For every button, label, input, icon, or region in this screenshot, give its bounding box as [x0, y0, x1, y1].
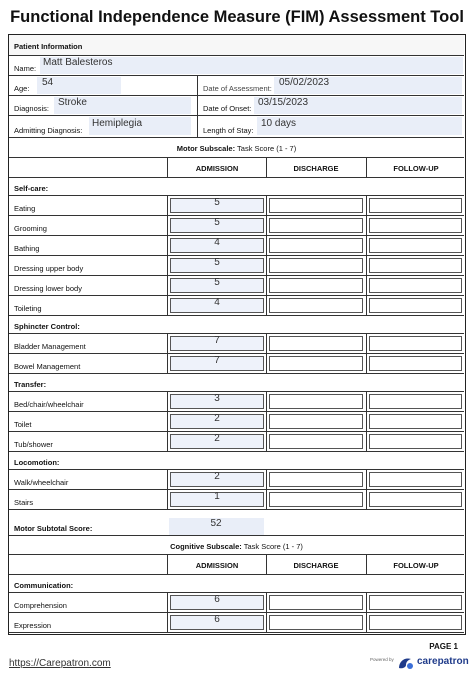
column-divider: [167, 354, 168, 373]
admission-score: 7: [214, 335, 220, 346]
column-divider: [266, 216, 267, 235]
column-divider: [366, 276, 367, 295]
column-divider: [366, 470, 367, 489]
table-row: [9, 276, 464, 296]
follow-up-field[interactable]: [369, 472, 462, 487]
item-label: Grooming: [14, 224, 47, 233]
admitting-value: Hemiplegia: [92, 118, 143, 129]
name-label: Name:: [14, 64, 37, 73]
table-row: [9, 412, 464, 432]
column-divider: [266, 276, 267, 295]
cognitive-heading-bold: Cognitive Subscale:: [170, 542, 242, 551]
discharge-field[interactable]: [269, 258, 363, 273]
cognitive-column-headers: [9, 555, 464, 575]
name-row: [9, 56, 464, 76]
admission-score: 5: [214, 257, 220, 268]
column-divider: [366, 392, 367, 411]
carepatron-brand-text: carepatron: [417, 656, 469, 667]
column-divider: [167, 392, 168, 411]
column-divider: [167, 412, 168, 431]
motor-heading-bold: Motor Subscale:: [176, 144, 236, 153]
cognitive-subscale-header: [9, 536, 464, 555]
column-divider: [266, 593, 267, 612]
los-value: 10 days: [261, 118, 297, 129]
table-row: [9, 392, 464, 412]
doa-label: Date of Assessment:: [203, 84, 272, 93]
cognitive-col-discharge: DISCHARGE: [293, 561, 339, 570]
admission-score: 5: [214, 217, 220, 228]
admission-score: 2: [214, 413, 220, 424]
table-row: [9, 334, 464, 354]
admission-score: 2: [214, 471, 220, 482]
patient-info-title: Patient Information: [14, 42, 83, 51]
diagnosis-value: Stroke: [58, 97, 87, 108]
follow-up-field[interactable]: [369, 258, 462, 273]
admission-score: 1: [214, 491, 220, 502]
carepatron-logo: [397, 655, 471, 671]
column-divider: [167, 432, 168, 451]
column-divider: [266, 470, 267, 489]
age-value: 54: [42, 77, 54, 88]
column-divider: [366, 334, 367, 353]
discharge-field[interactable]: [269, 218, 363, 233]
discharge-field[interactable]: [269, 278, 363, 293]
patient-info-header: [9, 35, 464, 56]
follow-up-field[interactable]: [369, 434, 462, 449]
admission-score: 3: [214, 393, 220, 404]
follow-up-field[interactable]: [369, 595, 462, 610]
follow-up-field[interactable]: [369, 615, 462, 630]
column-divider: [167, 216, 168, 235]
column-divider: [167, 276, 168, 295]
item-label: Dressing lower body: [14, 284, 82, 293]
admitting-row: [9, 116, 464, 138]
item-label: Dressing upper body: [14, 264, 84, 273]
diagnosis-row: [9, 96, 464, 116]
follow-up-field[interactable]: [369, 492, 462, 507]
column-divider: [266, 490, 267, 509]
column-divider: [167, 256, 168, 275]
follow-up-field[interactable]: [369, 218, 462, 233]
column-divider: [366, 354, 367, 373]
admission-score: 5: [214, 277, 220, 288]
discharge-field[interactable]: [269, 414, 363, 429]
column-divider: [167, 296, 168, 315]
admission-score: 4: [214, 297, 220, 308]
admission-score: 5: [214, 197, 220, 208]
group-header: [9, 374, 464, 392]
admission-score: 6: [214, 614, 220, 625]
follow-up-field[interactable]: [369, 356, 462, 371]
cognitive-heading-rest: Task Score (1 - 7): [243, 542, 303, 551]
column-divider: [167, 334, 168, 353]
column-divider: [366, 490, 367, 509]
name-value: Matt Balesteros: [43, 57, 113, 68]
motor-subtotal-value: 52: [210, 518, 222, 529]
motor-subscale-header: [9, 138, 464, 158]
column-divider: [167, 490, 168, 509]
powered-by-label: Powered by: [370, 657, 394, 662]
column-divider: [167, 236, 168, 255]
follow-up-field[interactable]: [369, 336, 462, 351]
carepatron-link[interactable]: https://Carepatron.com: [9, 658, 111, 669]
follow-up-field[interactable]: [369, 238, 462, 253]
item-label: Tub/shower: [14, 440, 53, 449]
admitting-label: Admitting Diagnosis:: [14, 126, 83, 135]
page-title: Functional Independence Measure (FIM) Assessment Tool: [10, 8, 464, 26]
column-divider: [167, 613, 168, 632]
item-label: Stairs: [14, 498, 34, 507]
motor-column-headers: [9, 158, 464, 178]
discharge-field[interactable]: [269, 394, 363, 409]
item-label: Walk/wheelchair: [14, 478, 69, 487]
column-divider: [167, 196, 168, 215]
column-divider: [366, 593, 367, 612]
group-label: Transfer:: [14, 380, 47, 389]
doo-label: Date of Onset:: [203, 104, 252, 113]
item-label: Toileting: [14, 304, 42, 313]
column-divider: [266, 256, 267, 275]
admission-score: 7: [214, 355, 220, 366]
column-divider: [366, 412, 367, 431]
discharge-field[interactable]: [269, 434, 363, 449]
item-label: Toilet: [14, 420, 32, 429]
table-row: [9, 593, 464, 613]
discharge-field[interactable]: [269, 472, 363, 487]
item-label: Bathing: [14, 244, 40, 253]
table-row: [9, 236, 464, 256]
diagnosis-label: Diagnosis:: [14, 104, 50, 113]
group-header: [9, 452, 464, 470]
item-label: Bowel Management: [14, 362, 81, 371]
motor-heading-rest: Task Score (1 - 7): [237, 144, 297, 153]
follow-up-field[interactable]: [369, 298, 462, 313]
follow-up-field[interactable]: [369, 198, 462, 213]
table-row: [9, 432, 464, 452]
table-row: [9, 613, 464, 633]
follow-up-field[interactable]: [369, 394, 462, 409]
discharge-field[interactable]: [269, 615, 363, 630]
column-divider: [366, 296, 367, 315]
column-divider: [266, 354, 267, 373]
column-divider: [266, 432, 267, 451]
column-divider: [366, 613, 367, 632]
group-label: Communication:: [14, 581, 74, 590]
group-label: Self-care:: [14, 184, 49, 193]
item-label: Bladder Management: [14, 342, 86, 351]
item-label: Expression: [14, 621, 52, 630]
page-number: PAGE 1: [429, 642, 458, 651]
group-header: [9, 575, 464, 593]
table-row: [9, 216, 464, 236]
item-label: Comprehension: [14, 601, 67, 610]
column-divider: [167, 470, 168, 489]
motor-subtotal-label: Motor Subtotal Score:: [14, 524, 93, 533]
follow-up-field[interactable]: [369, 278, 462, 293]
table-row: [9, 296, 464, 316]
discharge-field[interactable]: [269, 298, 363, 313]
age-label: Age:: [14, 84, 30, 93]
group-header: [9, 316, 464, 334]
column-divider: [366, 256, 367, 275]
motor-col-admission: ADMISSION: [195, 164, 239, 173]
motor-subtotal-row: [9, 518, 464, 536]
column-divider: [167, 593, 168, 612]
table-row: [9, 490, 464, 510]
group-header: [9, 178, 464, 196]
motor-col-discharge: DISCHARGE: [293, 164, 339, 173]
discharge-field[interactable]: [269, 238, 363, 253]
column-divider: [366, 216, 367, 235]
admission-score: 2: [214, 433, 220, 444]
fim-form: [8, 34, 466, 635]
table-row: [9, 354, 464, 374]
column-divider: [266, 236, 267, 255]
cognitive-col-admission: ADMISSION: [195, 561, 239, 570]
admission-score: 4: [214, 237, 220, 248]
column-divider: [266, 334, 267, 353]
doo-value: 03/15/2023: [258, 97, 309, 108]
discharge-field[interactable]: [269, 492, 363, 507]
discharge-field[interactable]: [269, 198, 363, 213]
column-divider: [266, 196, 267, 215]
item-label: Eating: [14, 204, 36, 213]
discharge-field[interactable]: [269, 595, 363, 610]
los-label: Length of Stay:: [203, 126, 254, 135]
admission-score: 6: [214, 594, 220, 605]
cognitive-col-follow-up: FOLLOW-UP: [393, 561, 439, 570]
column-divider: [366, 196, 367, 215]
group-label: Locomotion:: [14, 458, 60, 467]
table-row: [9, 256, 464, 276]
column-divider: [266, 296, 267, 315]
column-divider: [266, 613, 267, 632]
column-divider: [266, 392, 267, 411]
discharge-field[interactable]: [269, 336, 363, 351]
doa-value: 05/02/2023: [279, 77, 330, 88]
motor-col-follow-up: FOLLOW-UP: [393, 164, 439, 173]
group-label: Sphincter Control:: [14, 322, 80, 331]
follow-up-field[interactable]: [369, 414, 462, 429]
table-row: [9, 196, 464, 216]
table-row: [9, 470, 464, 490]
column-divider: [266, 412, 267, 431]
item-label: Bed/chair/wheelchair: [14, 400, 84, 409]
column-divider: [366, 432, 367, 451]
discharge-field[interactable]: [269, 356, 363, 371]
age-row: [9, 76, 464, 96]
column-divider: [366, 236, 367, 255]
carepatron-logo-icon: [397, 655, 415, 671]
